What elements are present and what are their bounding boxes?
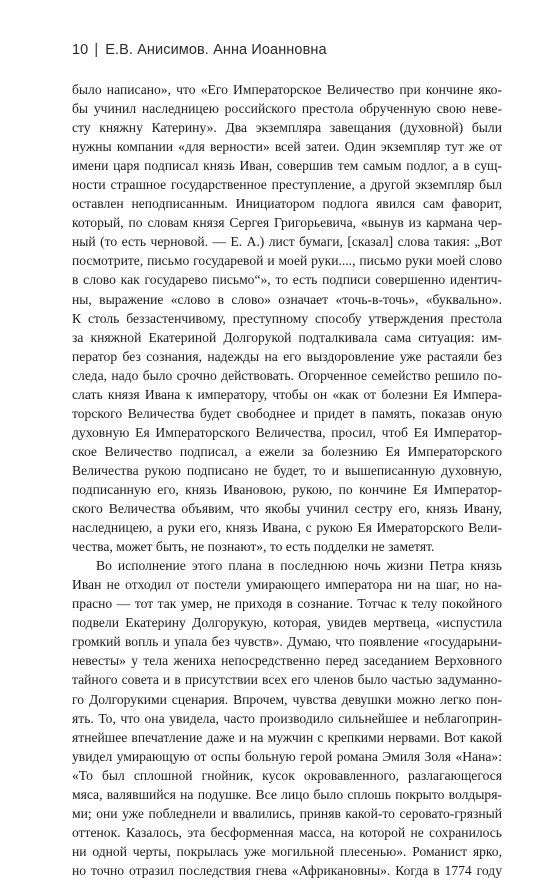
paragraph-start-line: Во исполнение этого плана в последнюю ночь жизни Петра князь [96, 558, 502, 574]
text-line: ни одной черты, покрылась уже могильной плесенью». Романист ярко, [72, 843, 502, 859]
text-line: подписанную его, князь Ивановою, рукою, по кончине Ея Император- [72, 481, 502, 497]
text-line: тайного совета и в присутствии всех его членов было частью задуманно- [72, 672, 502, 688]
text-line: посмотрите, письмо государевой и моей руки...., письмо руки моей слово [72, 253, 502, 269]
text-line: но точно отразил последствия гнева «Африкановны». Когда в 1774 году [72, 862, 502, 878]
text-line: ный (то есть черновой. — Е. А.) лист бумаги, [сказал] слова такия: „Вот [72, 234, 502, 250]
text-line: чества, может быть, не познают», то есть подделки не заметят. [72, 539, 435, 555]
page-number: 10 [72, 42, 89, 58]
text-line: ятнейшее впечатление даже и на мужчин с крепкими нервами. Вот какой [72, 729, 502, 745]
text-line: мяса, валявшийся на подушке. Все лицо было сплошь покрыто волдыря- [72, 786, 502, 802]
text-line: подвели Екатерину Долгорукую, которая, увидев мертвеца, «испустила [72, 615, 502, 631]
text-line: было написано», что «Его Императорское Величество при кончине яко- [72, 82, 502, 97]
text-line: имени царя подписал князь Иван, совершив тем самым подлог, а в сущ- [72, 158, 502, 174]
text-line: невесты» у тела жениха непосредственно перед заседанием Верховного [72, 653, 502, 669]
text-line: сту княжну Катерину». Два экземпляра завещания (духовной) были [72, 120, 502, 136]
text-line: слать князя Ивана к императору, чтобы он «как от болезни Ея Импера- [72, 386, 502, 402]
text-line: увидел умирающую от оспы больную герой романа Эмиля Золя «Нана»: [72, 748, 502, 764]
text-line: нужны компании «для верности» всей затеи. Один экземпляр тут же от [72, 139, 502, 155]
text-line: оттенок. Казалось, эта бесформенная масса, на которой не сохранилось [72, 824, 502, 840]
text-line: наследницею, а руки его, князь Ивана, с рукою Ея Имераторского Вели- [72, 520, 502, 536]
text-line: Величества рукою подписано не будет, то и вышеписанную духовную, [72, 462, 502, 478]
header-separator: | [94, 42, 99, 58]
text-line: ности страшное государственное преступление, а другой экземпляр был [72, 177, 502, 193]
text-line: ского Величества объявим, что якобы учинил сестру его, князь Ивану, [72, 501, 502, 517]
text-line: громкий вопль и упала без чувств». Думаю, что появление «государыни- [72, 634, 502, 650]
text-line: духовную Ея Императорского Величества, просил, чтоб Ея Император- [72, 424, 502, 440]
text-line: оставлен неподписанным. Инициатором подлога явился сам фаворит, [72, 196, 502, 212]
text-line: в слово как государево письмо“», то есть подписи совершенно идентич- [72, 272, 502, 288]
text-line: за княжной Екатериной Долгорукой подталкивала сама ситуация: им- [72, 329, 502, 345]
text-line: «То был сплошной гнойник, кусок окровавленного, разлагающегося [72, 767, 502, 783]
text-line: ми; они уже побледнели и ввалились, приняв какой-то серовато-грязный [72, 805, 502, 821]
running-header [72, 42, 327, 58]
text-line: бы учинил наследницею российского престола обрученную свою неве- [72, 101, 502, 117]
text-line: прасно — тот так умер, не приходя в сознание. Тотчас к телу покойного [72, 596, 502, 612]
text-line: ское Величество подписал, а ежели за болезнию Ея Императорского [72, 443, 502, 459]
text-line: торского Величества будет свободнее и придет в память, показав оную [72, 405, 502, 421]
text-line: следа, надо было срочно действовать. Огорченное семейство решило по- [72, 367, 502, 383]
text-line: ператор без сознания, надежды на его выздоровление уже растаяли без [72, 348, 502, 364]
text-line: К столь беззастенчивому, преступному способу утверждения престола [72, 310, 502, 326]
running-title: Е.В. Анисимов. Анна Иоанновна [105, 42, 327, 58]
text-line: Иван не отходил от постели умирающего императора ни на шаг, но на- [72, 577, 502, 593]
text-line: который, по словам князя Сергея Григорьевича, «вынув из кармана чер- [72, 215, 502, 231]
body-text [72, 80, 502, 880]
text-line: го Долгорукими сценария. Впрочем, чувства девушки можно легко пон- [72, 691, 502, 707]
text-line: ять. То, что она увидела, часто производило сильнейшее и неблагоприн- [72, 710, 502, 726]
text-line: ны, выражение «слово в слово» означает «точь-в-точь», «буквально». [72, 291, 502, 307]
